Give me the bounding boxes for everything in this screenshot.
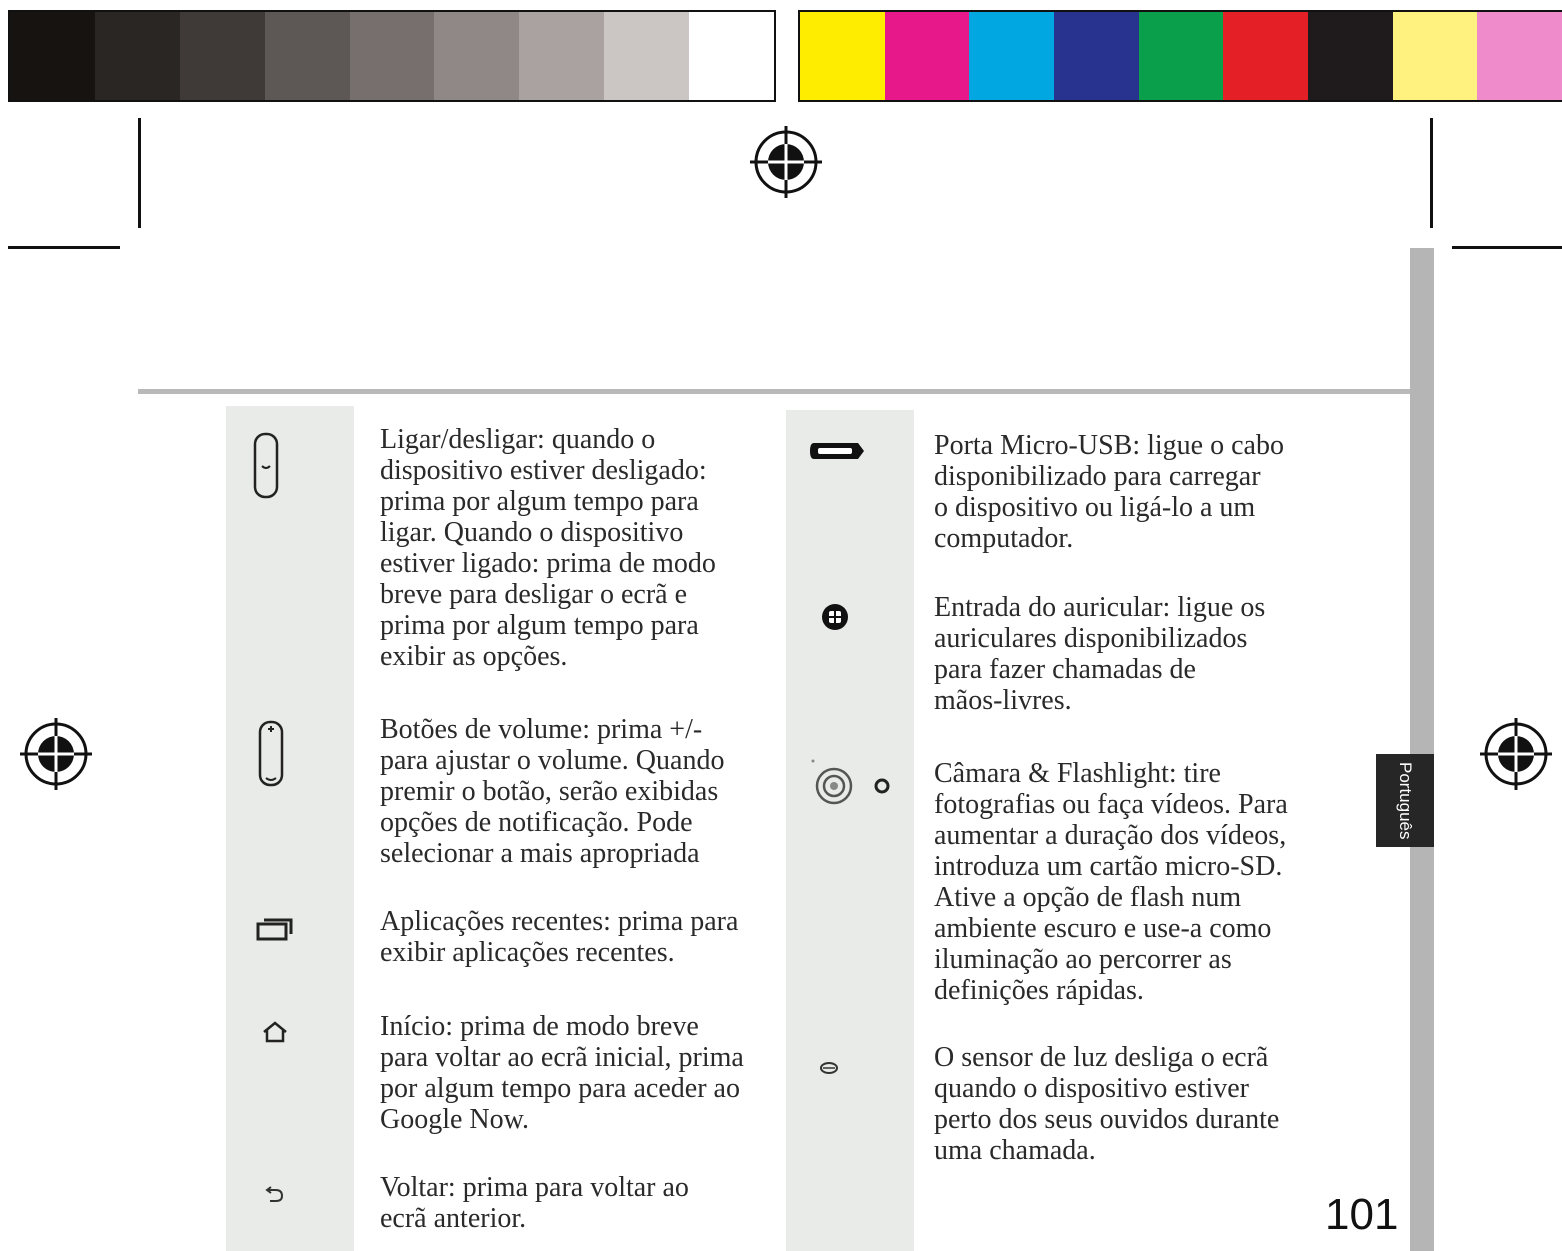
language-tab-label: Português [1396,761,1415,840]
home-icon [260,1020,290,1044]
gray-swatch [180,12,265,100]
language-tab [1376,754,1434,847]
color-swatch [1477,12,1562,100]
gray-swatch [519,12,604,100]
gray-swatch [350,12,435,100]
color-swatch [1393,12,1478,100]
volume-button-icon [256,720,286,788]
home-description: Início: prima de modo breve para voltar ao ecrã inicial, prima por algum tempo para aceder ao Google Now. [380,1011,744,1135]
color-swatch [1139,12,1224,100]
light-sensor-description: O sensor de luz desliga o ecrã quando o dispositivo estiver perto dos seus ouvidos durante uma chamada. [934,1042,1280,1166]
back-description: Voltar: prima para voltar ao ecrã anterior. [380,1172,689,1234]
light-sensor-icon [818,1060,840,1076]
gray-swatch [689,12,774,100]
micro-usb-description: Porta Micro-USB: ligue o cabo disponibilizado para carregar o dispositivo ou ligá-lo a um computador. [934,430,1284,554]
crop-mark-top-left-horizontal [8,246,120,249]
recent-apps-icon [256,916,294,942]
color-swatch [969,12,1054,100]
color-swatch [1054,12,1139,100]
registration-mark-icon [748,124,824,200]
color-swatch [1223,12,1308,100]
side-band [1410,248,1434,1251]
power-button-icon [252,432,280,500]
color-swatch [1308,12,1393,100]
micro-usb-port-icon [808,440,866,462]
gray-swatch [95,12,180,100]
crop-mark-top-right-horizontal [1452,246,1562,249]
headphone-jack-description: Entrada do auricular: ligue os auriculares disponibilizados para fazer chamadas de mãos-livres. [934,592,1266,716]
volume-buttons-description: Botões de volume: prima +/- para ajustar o volume. Quando premir o botão, serão exibidas opções de notificação. Pode selecionar a mais apropriada [380,714,725,869]
camera-flash-icon [808,758,898,814]
left-icon-column [226,406,354,1251]
header-rule [138,389,1412,394]
gray-swatch [604,12,689,100]
power-button-description: Ligar/desligar: quando o dispositivo estiver desligado: prima por algum tempo para ligar. Quando o dispositivo estiver ligado: prima de modo breve para desligar o ecrã e prima por algum tempo para exibir as opções. [380,424,716,672]
right-icon-column [786,410,914,1251]
gray-swatch [434,12,519,100]
crop-mark-top-left-vertical [138,118,141,228]
registration-mark-icon [1478,716,1554,792]
crop-mark-top-right-vertical [1430,118,1433,228]
recent-apps-description: Aplicações recentes: prima para exibir aplicações recentes. [380,906,739,968]
color-calibration-bar [798,10,1562,102]
registration-mark-icon [18,716,94,792]
headphone-jack-icon [820,602,850,632]
color-swatch [800,12,885,100]
back-icon [262,1186,286,1204]
grayscale-calibration-bar [8,10,776,102]
page-number: 101 [1325,1190,1399,1239]
camera-flash-description: Câmara & Flashlight: tire fotografias ou faça vídeos. Para aumentar a duração dos vídeos, introduza um cartão micro-SD. Ative a opção de flash num ambiente escuro e use-a como iluminação ao percorrer as definições rápidas. [934,758,1288,1006]
color-swatch [885,12,970,100]
gray-swatch [265,12,350,100]
gray-swatch [10,12,95,100]
